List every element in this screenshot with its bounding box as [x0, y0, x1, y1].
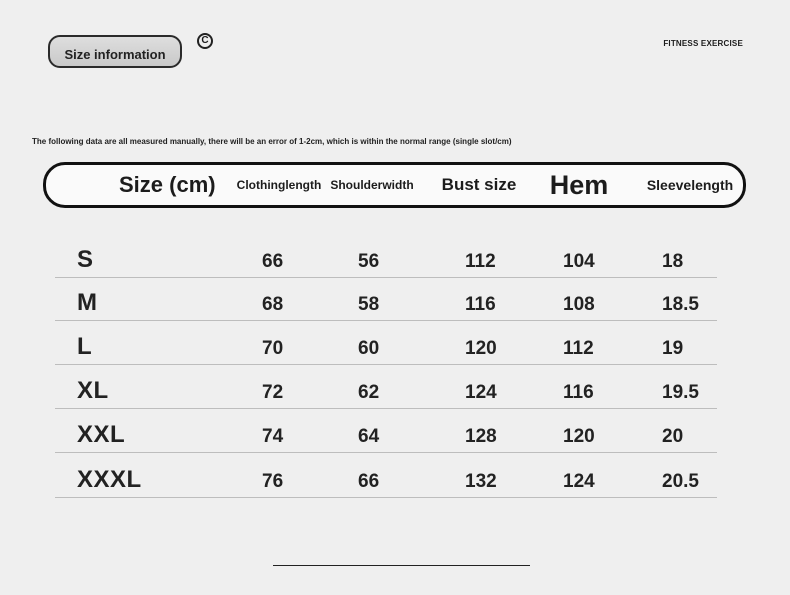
cell-hem: 120 — [563, 426, 595, 447]
header-shoulder-width-line1: Shoulder — [330, 177, 383, 192]
header-hem: Hem — [549, 169, 609, 200]
cell-hem: 116 — [563, 382, 594, 403]
cell-hem: 104 — [563, 251, 595, 272]
brand-label: FITNESS EXERCISE — [663, 39, 743, 48]
size-information-badge — [48, 35, 182, 68]
header-sleeve-length-line2: length — [691, 176, 734, 193]
cell-bust-size: 112 — [465, 251, 496, 272]
cell-bust-size: 116 — [465, 294, 496, 315]
cell-size: XL — [77, 377, 109, 404]
header-clothing-length-line2: length — [285, 177, 322, 192]
table-row — [55, 278, 717, 321]
cell-sleeve-length: 18.5 — [662, 294, 699, 315]
header-clothing-length — [236, 165, 322, 205]
cell-sleeve-length: 18 — [662, 251, 684, 272]
cell-bust-size: 124 — [465, 382, 497, 403]
header-shoulder-width — [330, 165, 414, 205]
cell-sleeve-length: 20 — [662, 426, 684, 447]
cell-size: S — [77, 246, 94, 273]
cell-clothing-length: 72 — [262, 382, 284, 403]
cell-bust-size: 128 — [465, 426, 497, 447]
cell-bust-size: 132 — [465, 471, 497, 492]
cell-shoulder-width: 56 — [358, 251, 380, 272]
cell-clothing-length: 68 — [262, 294, 284, 315]
cell-clothing-length: 74 — [262, 426, 284, 447]
cell-size: L — [77, 333, 93, 360]
cell-shoulder-width: 64 — [358, 426, 380, 447]
table-row — [55, 322, 717, 365]
header-sleeve-length — [646, 165, 734, 205]
cell-clothing-length: 76 — [262, 471, 284, 492]
header-shoulder-width-line2: width — [382, 177, 414, 192]
table-row — [55, 235, 717, 278]
cell-clothing-length: 66 — [262, 251, 284, 272]
badge-label: Size information — [64, 47, 166, 62]
copyright-icon: C — [197, 33, 213, 49]
cell-shoulder-width: 66 — [358, 471, 380, 492]
cell-bust-size: 120 — [465, 338, 497, 359]
table-row — [55, 455, 717, 498]
cell-sleeve-length: 20.5 — [662, 471, 699, 492]
header-sleeve-length-line1: Sleeve — [646, 176, 692, 193]
cell-size: XXL — [77, 421, 126, 448]
header-size: Size (cm) — [119, 172, 216, 198]
cell-hem: 124 — [563, 471, 595, 492]
header-clothing-length-line1: Clothing — [236, 177, 286, 192]
cell-shoulder-width: 62 — [358, 382, 380, 403]
table-row — [55, 366, 717, 409]
bottom-divider — [273, 565, 530, 566]
table-row — [55, 410, 717, 453]
cell-clothing-length: 70 — [262, 338, 284, 359]
measurement-note: The following data are all measured manually, there will be an error of 1-2cm, which is within the normal range (single slot/cm) — [32, 137, 512, 146]
cell-shoulder-width: 60 — [358, 338, 380, 359]
table-header — [43, 162, 746, 208]
header-bust-size: Bust size — [441, 175, 517, 195]
cell-sleeve-length: 19 — [662, 338, 684, 359]
cell-size: M — [77, 289, 98, 316]
cell-sleeve-length: 19.5 — [662, 382, 699, 403]
cell-size: XXXL — [77, 466, 142, 493]
cell-shoulder-width: 58 — [358, 294, 380, 315]
cell-hem: 108 — [563, 294, 595, 315]
cell-hem: 112 — [563, 338, 594, 359]
